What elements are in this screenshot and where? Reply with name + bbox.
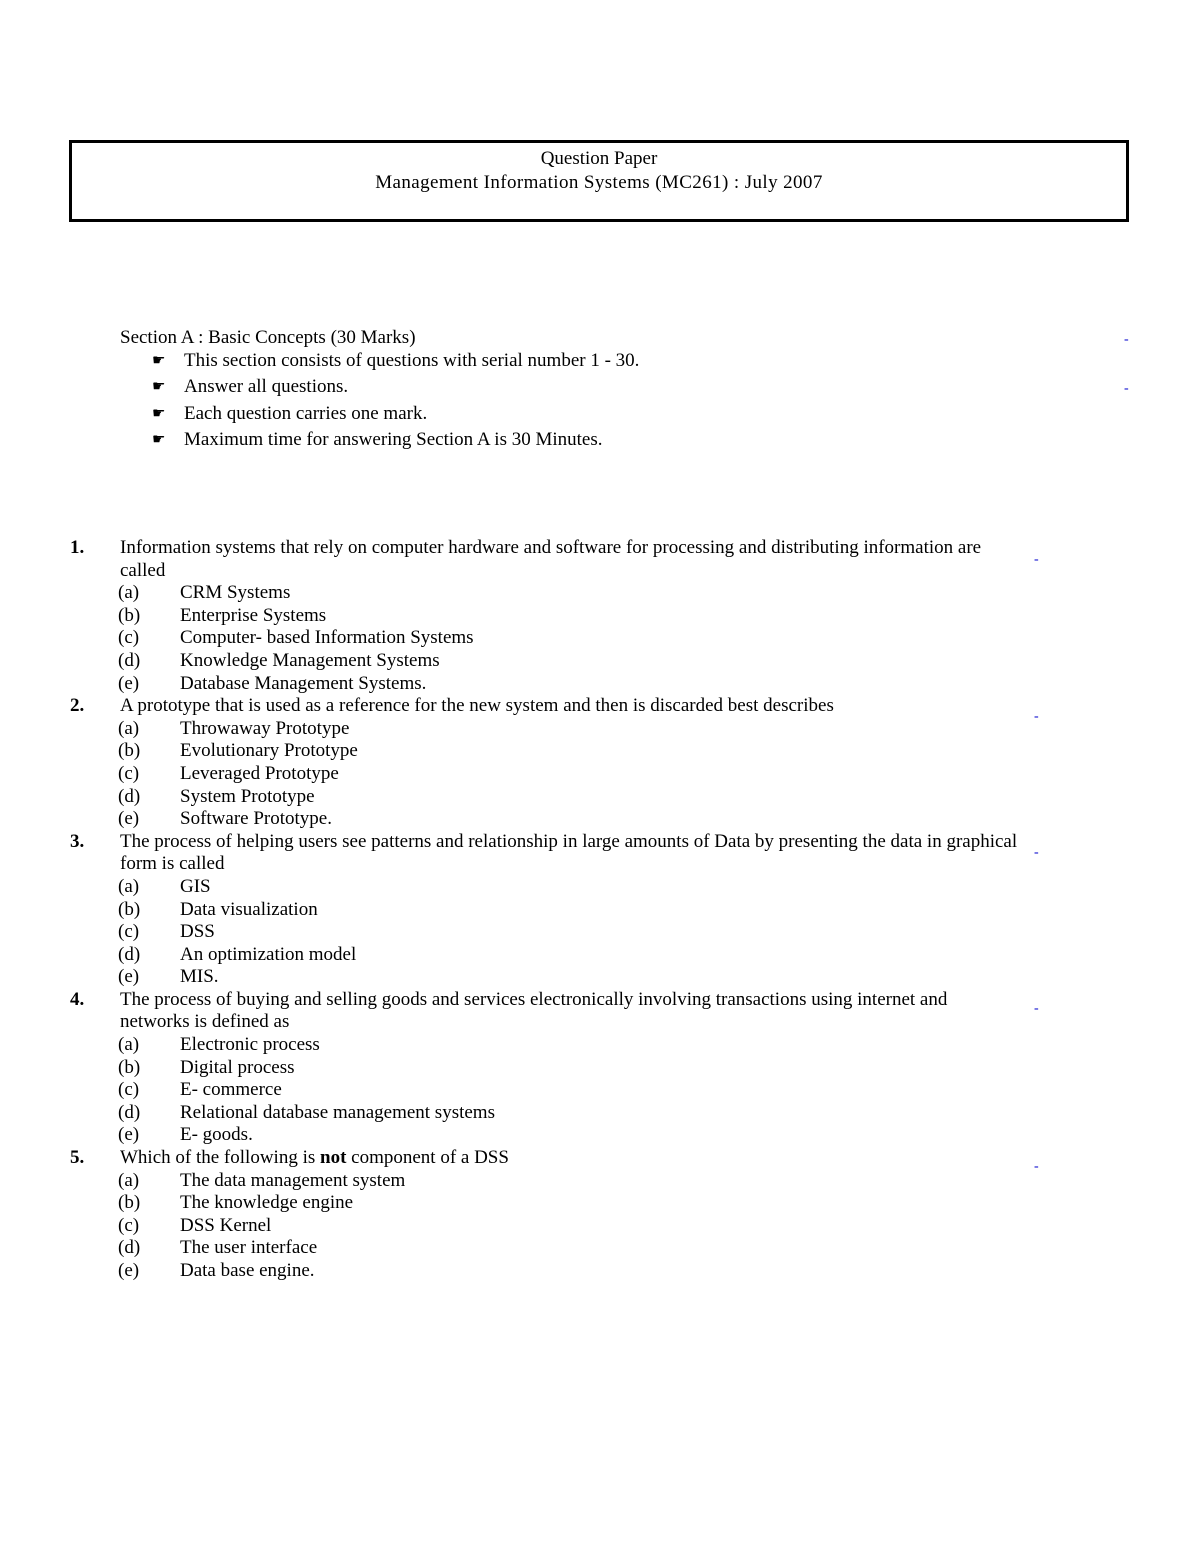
margin-marker: - (1034, 552, 1039, 567)
question-number: 2. (70, 695, 85, 717)
option-label: (e) (118, 808, 140, 830)
question-number: 1. (70, 537, 85, 558)
option-text: Database Management Systems. (180, 672, 427, 694)
option-label: (d) (118, 1101, 141, 1123)
question-2 (70, 695, 1030, 831)
question-text (120, 1147, 1020, 1170)
option-label: (a) (118, 717, 140, 739)
option (118, 582, 1030, 605)
margin-marker: - (1034, 1001, 1039, 1016)
option-label: (b) (118, 1192, 141, 1214)
instruction-text: This section consists of questions with serial number 1 - 30. (184, 350, 640, 371)
option-text: CRM Systems (180, 582, 291, 604)
option (118, 1237, 1030, 1260)
header-box (69, 140, 1129, 222)
option-text: E- goods. (180, 1124, 253, 1146)
question-text: The process of helping users see patterns and relationship in large amounts of Data by presenting the data in graphical form is called (120, 830, 1018, 875)
instruction-item (148, 349, 639, 375)
option (118, 1102, 1030, 1125)
option-text: Data visualization (180, 898, 318, 920)
option-text: Digital process (180, 1056, 295, 1078)
option-text: MIS. (180, 966, 219, 988)
option (118, 673, 1030, 696)
option-text: Computer- based Information Systems (180, 627, 474, 649)
option-text: The knowledge engine (180, 1192, 354, 1214)
option (118, 876, 1030, 899)
margin-marker: - (1034, 709, 1039, 724)
option-label: (c) (118, 1214, 140, 1236)
margin-marker: - (1034, 845, 1039, 860)
pointing-hand-icon: ☛ (152, 431, 166, 448)
option (118, 1192, 1030, 1215)
pointing-hand-icon: ☛ (152, 405, 166, 422)
option-text: DSS Kernel (180, 1214, 272, 1236)
option-text: Throwaway Prototype (180, 717, 350, 739)
option-text: Relational database management systems (180, 1101, 495, 1123)
option (118, 1034, 1030, 1057)
question-3 (70, 831, 1030, 989)
option (118, 966, 1030, 989)
instruction-item (148, 428, 639, 454)
question-4 (70, 989, 1030, 1147)
option-text: GIS (180, 875, 211, 897)
question-number: 4. (70, 988, 85, 1010)
option-label: (b) (118, 898, 141, 920)
option-text: An optimization model (180, 943, 357, 965)
option-label: (a) (118, 1169, 140, 1191)
margin-marker: - (1124, 332, 1129, 347)
question-1 (70, 537, 1030, 695)
option (118, 740, 1030, 763)
instructions-list (148, 349, 639, 454)
pointing-hand-icon: ☛ (152, 353, 166, 369)
option-text: The user interface (180, 1237, 318, 1259)
option (118, 1079, 1030, 1102)
instruction-text: Maximum time for answering Section A is 30 Minutes. (184, 428, 603, 450)
option-text: System Prototype (180, 785, 315, 807)
option-label: (a) (118, 1034, 140, 1056)
instruction-text: Each question carries one mark. (184, 402, 428, 424)
option-label: (e) (118, 1260, 140, 1281)
option-label: (b) (118, 604, 141, 626)
option-label: (c) (118, 1079, 140, 1101)
option-label: (d) (118, 1237, 141, 1259)
question-number: 5. (70, 1147, 85, 1169)
option-label: (d) (118, 943, 141, 965)
paper-title: Management Information Systems (MC261) : July 2007 (375, 172, 823, 193)
option (118, 1170, 1030, 1193)
option (118, 605, 1030, 628)
option (118, 718, 1030, 741)
margin-marker: - (1034, 1159, 1039, 1174)
option-label: (e) (118, 1124, 140, 1146)
question-text-part: Which of the following is (120, 1147, 320, 1169)
paper-label: Question Paper (540, 148, 658, 169)
option-label: (c) (118, 921, 140, 943)
question-text: The process of buying and selling goods and services electronically involving transactions using internet and networks is defined as (120, 988, 948, 1033)
option-label: (d) (118, 785, 141, 807)
question-number: 3. (70, 830, 85, 852)
question-text: Information systems that rely on computer hardware and software for processing and distributing information are called (120, 537, 982, 581)
instruction-text: Answer all questions. (184, 376, 349, 398)
question-emphasis: not (320, 1147, 347, 1169)
option-text: Leveraged Prototype (180, 762, 339, 784)
option (118, 1124, 1030, 1147)
margin-marker: - (1124, 381, 1129, 396)
questions-list (70, 537, 1030, 1283)
option-label: (e) (118, 672, 140, 694)
option (118, 1260, 1030, 1283)
option-label: (e) (118, 966, 140, 988)
option-text: Enterprise Systems (180, 604, 327, 626)
option (118, 763, 1030, 786)
option-text: Evolutionary Prototype (180, 740, 358, 762)
question-text: A prototype that is used as a reference for the new system and then is discarded best describes (120, 695, 834, 717)
question-5 (70, 1147, 1030, 1283)
option (118, 899, 1030, 922)
option-text: E- commerce (180, 1079, 282, 1101)
option-text: Software Prototype. (180, 808, 332, 830)
option-label: (d) (118, 649, 141, 671)
option-label: (a) (118, 875, 140, 897)
option-label: (b) (118, 1056, 141, 1078)
option-label: (a) (118, 582, 140, 604)
instruction-item (148, 375, 639, 401)
option (118, 786, 1030, 809)
section-title: Section A : Basic Concepts (30 Marks) (120, 327, 416, 348)
option-text: Electronic process (180, 1034, 320, 1056)
option-text: The data management system (180, 1169, 406, 1191)
instruction-item (148, 402, 639, 428)
option (118, 650, 1030, 673)
option-label: (c) (118, 762, 140, 784)
option (118, 808, 1030, 831)
option-text: DSS (180, 921, 215, 943)
option (118, 944, 1030, 967)
option (118, 1215, 1030, 1238)
option (118, 1057, 1030, 1080)
option (118, 921, 1030, 944)
option-label: (c) (118, 627, 140, 649)
question-text-part: component of a DSS (346, 1147, 509, 1169)
option-text: Data base engine. (180, 1260, 315, 1281)
option-label: (b) (118, 740, 141, 762)
pointing-hand-icon: ☛ (152, 379, 166, 396)
option (118, 627, 1030, 650)
option-text: Knowledge Management Systems (180, 649, 440, 671)
